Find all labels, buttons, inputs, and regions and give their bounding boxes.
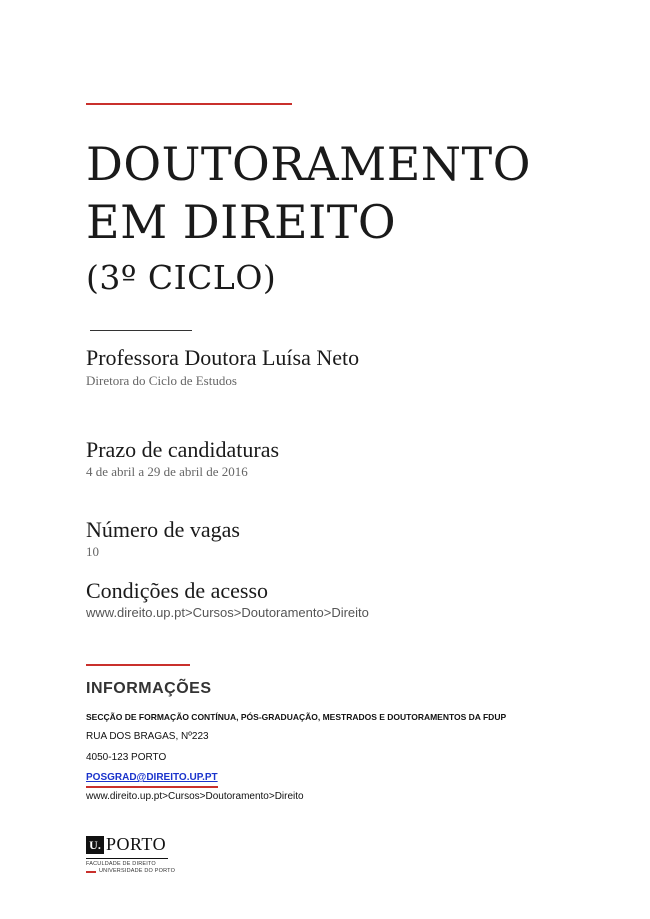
title-line-3: (3º CICLO) [86, 258, 277, 297]
title-line-1: DOUTORAMENTO [86, 137, 531, 191]
university-logo-mark: U. [86, 836, 104, 854]
info-city: 4050-123 PORTO [86, 752, 167, 763]
top-red-rule [86, 103, 292, 105]
deadline-value: 4 de abril a 29 de abril de 2016 [86, 464, 248, 479]
logo-university: UNIVERSIDADE DO PORTO [99, 868, 176, 874]
logo-faculty: FACULDADE DE DIREITO [86, 861, 156, 867]
title-line-2: EM DIREITO [86, 195, 397, 249]
vacancies-label: Número de vagas [86, 517, 240, 542]
access-label: Condições de acesso [86, 578, 269, 603]
info-website-link[interactable]: www.direito.up.pt>Cursos>Doutoramento>Direito [86, 791, 304, 802]
access-link[interactable]: www.direito.up.pt>Cursos>Doutoramento>Direito [86, 605, 369, 620]
logo-divider [86, 858, 168, 859]
info-section: SECÇÃO DE FORMAÇÃO CONTÍNUA, PÓS-GRADUAÇÃO, MESTRADOS E DOUTORAMENTOS DA FDUP [86, 712, 507, 722]
title-divider [90, 330, 192, 331]
info-email-link[interactable]: POSGRAD@DIREITO.UP.PT [86, 772, 218, 783]
info-red-rule [86, 664, 190, 666]
university-logo-name: PORTO [106, 834, 167, 854]
info-heading: INFORMAÇÕES [86, 680, 212, 697]
info-street: RUA DOS BRAGAS, Nº223 [86, 731, 209, 742]
director-role: Diretora do Ciclo de Estudos [86, 373, 237, 388]
director-name: Professora Doutora Luísa Neto [86, 345, 360, 370]
vacancies-value: 10 [86, 544, 99, 559]
deadline-label: Prazo de candidaturas [86, 437, 280, 462]
email-red-rule [86, 786, 218, 788]
logo-red-mark [86, 871, 96, 873]
